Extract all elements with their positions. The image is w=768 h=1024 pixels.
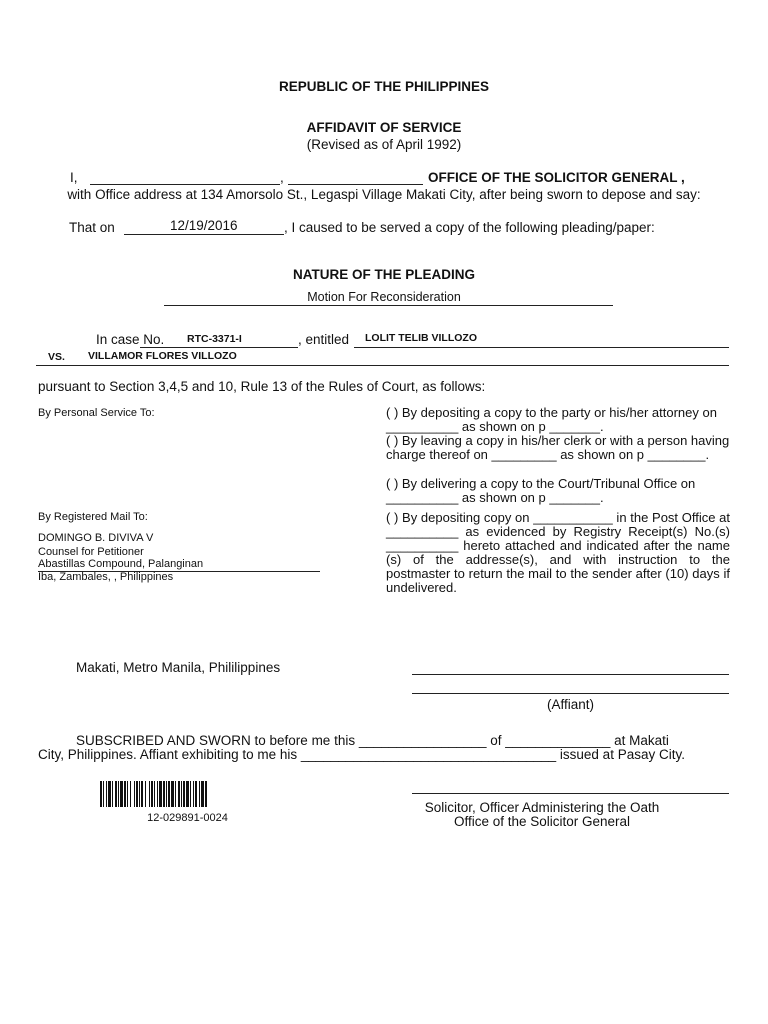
affiant-name-blank [90,184,280,185]
in-case-label: In case No. [96,332,165,347]
barcode-number: 12-029891-0024 [147,812,228,824]
personal-service-option-3: ( ) By delivering a copy to the Court/Tribunal Office on __________ as shown on p _______. [386,476,696,505]
pleading-nature-line [164,305,613,306]
addressee-role: Counsel for Petitioner [38,546,144,558]
respondent-name: VILLAMOR FLORES VILLOZO [88,350,237,362]
pleading-heading: NATURE OF THE PLEADING [293,267,475,282]
service-date: 12/19/2016 [170,218,238,233]
registered-mail-option: ( ) By depositing copy on ___________ in the Post Office at __________ as evidenced by Registry Receipt(s) No.(s) __________ hereto attached and indicated after the name (s) of the addresse(s), and with instruction to the postmaster to return the mail to the sender after (10) days if undelivered. [386,510,730,595]
place-text: Makati, Metro Manila, Phililippines [76,660,281,675]
officer-title: Solicitor, Officer Administering the Oath [424,800,660,815]
vs-label: VS. [48,351,65,363]
officer-signature-line [412,793,729,794]
republic-heading: REPUBLIC OF THE PHILIPPINES [278,79,490,94]
office-name: OFFICE OF THE SOLICITOR GENERAL , [428,170,685,185]
that-on-label: That on [69,220,115,235]
served-text: , I caused to be served a copy of the following pleading/paper: [284,220,655,235]
affiant-signature-line-2 [412,693,729,694]
address-line: with Office address at 134 Amorsolo St., Legaspi Village Makati City, after being sworn to depose and say: [67,187,701,202]
entitled-label: , entitled [298,332,350,347]
addressee-address-2: Iba, Zambales, , Philippines [38,571,174,583]
position-blank [288,184,423,185]
addressee-address-1: Abastillas Compound, Palanginan [38,558,204,570]
jurat-line-1: SUBSCRIBED AND SWORN to before me this _________________ of ______________ at Makati [76,733,669,748]
addressee-name: DOMINGO B. DIVIVA V [38,532,154,544]
case-number: RTC-3371-I [187,333,242,345]
petitioner-name: LOLIT TELIB VILLOZO [365,332,477,344]
personal-service-option-1: ( ) By depositing a copy to the party or his/her attorney on __________ as shown on p _______. [386,405,717,434]
personal-service-option-2: ( ) By leaving a copy in his/her clerk or with a person having charge thereof on _________ as shown on p ________. [386,433,730,462]
petitioner-line [354,347,729,348]
jurat-line-2: City, Philippines. Affiant exhibiting to me his __________________________________ issued at Pasay City. [38,747,685,762]
affiant-signature-line-1 [412,674,729,675]
pleading-nature: Motion For Reconsideration [307,290,461,304]
i-prefix: I, [70,170,78,185]
affiant-label: (Affiant) [546,697,595,712]
pursuant-text: pursuant to Section 3,4,5 and 10, Rule 13 of the Rules of Court, as follows: [38,379,486,394]
respondent-line [36,365,729,366]
revision-note: (Revised as of April 1992) [306,137,462,152]
personal-service-label: By Personal Service To: [38,407,155,419]
barcode-image [100,781,275,807]
service-date-line [124,234,284,235]
officer-office: Office of the Solicitor General [453,814,631,829]
comma: , [280,170,284,185]
document-title: AFFIDAVIT OF SERVICE [306,120,462,135]
registered-mail-label: By Registered Mail To: [38,511,148,523]
case-number-line [140,347,298,348]
